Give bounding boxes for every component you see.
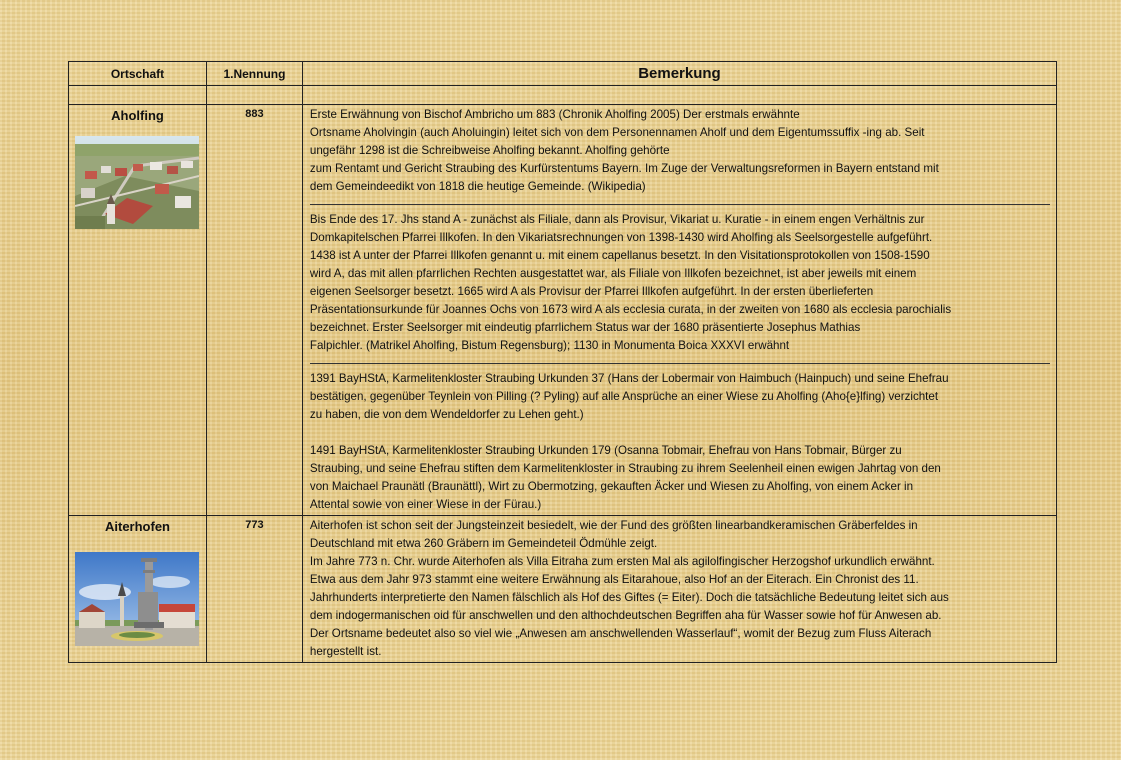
remark-line: 1438 ist A unter der Pfarrei Illkofen genannt u. mit einem capellanus besetzt. In den Visitationsprotokollen von 1508-1590	[309, 249, 930, 262]
remark-line: Attental sowie von einer Wiese in der Fürau.)	[309, 498, 542, 511]
header-row	[69, 62, 1057, 86]
remark-line: Jahrhunderts interpretierte den Namen fälschlich als Hof des Giftes (= Eiter). Doch die tatsächliche Bedeutung leitet sich aus	[309, 591, 949, 604]
remark-line: Deutschland mit etwa 260 Gräbern im Gemeindeteil Ödmühle zeigt.	[309, 537, 658, 550]
church-tower-photo-icon	[75, 552, 199, 646]
place-name: Aiterhofen	[104, 519, 170, 534]
place-cell	[69, 105, 207, 516]
remark-line: dem Gemeindeedikt von 1818 die heutige Gemeinde. (Wikipedia)	[309, 180, 646, 193]
empty-cell	[302, 86, 1056, 105]
section-divider	[310, 363, 1050, 364]
remark-line: bezeichnet. Erster Seelsorger mit eindeutig pfarrlichem Status war der 1680 präsentierte Josephus Mathias	[309, 321, 861, 334]
remark-line: Domkapitelschen Pfarrei Illkofen. In den Vikariatsrechnungen von 1398-1430 wird Aholfing als Seelsorgestelle aufgeführt.	[309, 231, 933, 244]
village-aerial-photo-icon	[75, 136, 199, 229]
remark-line: 1391 BayHStA, Karmelitenkloster Straubing Urkunden 37 (Hans der Lobermair von Haimbuch (Hainpuch) und seine Ehefrau	[309, 372, 949, 385]
remark-line: Aiterhofen ist schon seit der Jungsteinzeit besiedelt, wie der Fund des größten linearbandkeramischen Gräberfeldes in	[309, 519, 918, 532]
place-cell	[69, 516, 207, 663]
remark-line: 1491 BayHStA, Karmelitenkloster Straubing Urkunden 179 (Osanna Tobmair, Ehefrau von Hans Tobmair, Bürger zu	[309, 444, 902, 457]
remark-line: Erste Erwähnung von Bischof Ambricho um 883 (Chronik Aholfing 2005) Der erstmals erwähnte	[309, 108, 800, 121]
remark-line: Falpichler. (Matrikel Aholfing, Bistum Regensburg); 1130 in Monumenta Boica XXXVI erwähnt	[309, 339, 790, 352]
empty-cell	[206, 86, 302, 105]
remark-line: Der Ortsname bedeutet also so viel wie „Anwesen am anschwellenden Wasserlauf“, womit der Bezug zum Fluss Aiterach	[309, 627, 932, 640]
header-ortschaft: Ortschaft	[69, 62, 207, 86]
header-bemerkung: Bemerkung	[302, 62, 1056, 86]
remark-line: Präsentationsurkunde für Joannes Ochs von 1673 wird A als ecclesia curata, in der zweiten von 1680 als ecclesia parochialis	[309, 303, 952, 316]
remark-line: ungefähr 1298 ist die Schreibweise Aholfing bekannt. Aholfing gehörte	[309, 144, 670, 157]
year-cell: 773	[206, 516, 302, 663]
remark-cell	[302, 516, 1056, 663]
section-divider	[310, 204, 1050, 205]
header-nennung: 1.Nennung	[206, 62, 302, 86]
remark-line: Straubing, und seine Ehefrau stiften dem Karmelitenkloster in Straubing zu ihrem Seelenheil einen ewigen Jahrtag von den	[309, 462, 941, 475]
remark-line: wird A, das mit allen pfarrlichen Rechten ausgestattet war, als Filiale von Illkofen bezeichnet, ist aber jeweils mit einem	[309, 267, 917, 280]
remark-line: hergestellt ist.	[309, 645, 382, 658]
place-name: Aholfing	[111, 108, 164, 123]
remark-line: Bis Ende des 17. Jhs stand A - zunächst als Filiale, dann als Provisur, Vikariat u. Kuratie - in einem engen Verhältnis zur	[309, 213, 925, 226]
remark-line: zu haben, die von dem Wendeldorfer zu Lehen geht.)	[309, 408, 584, 421]
empty-row	[69, 86, 1057, 105]
remark-line: dem indogermanischen oid für anschwellen und den althochdeutschen Begriffen aha für Wasser sowie hof für Anwesen ab.	[309, 609, 942, 622]
remark-line: zum Rentamt und Gericht Straubing des Kurfürstentums Bayern. Im Zuge der Verwaltungsreformen in Bayern entstand mit	[309, 162, 939, 175]
table-row	[69, 105, 1057, 516]
remark-line: bestätigen, gegenüber Teynlein von Pilling (? Pyling) auf alle Ansprüche an einer Wiese zu Aholfing (Aho{e}lfing) verzichtet	[309, 390, 939, 403]
places-table	[68, 61, 1057, 663]
paragraph-gap	[310, 424, 1050, 442]
year-cell: 883	[206, 105, 302, 516]
remark-line: eigenen Seelsorger besetzt. 1665 wird A als Provisur der Pfarrei Illkofen aufgeführt. In der ersten überlieferten	[309, 285, 874, 298]
remark-line: Ortsname Aholvingin (auch Aholuingin) leitet sich von dem Personennamen Aholf und dem Eigentumssuffix -ing ab. Seit	[309, 126, 925, 139]
remark-line: von Maichael Praunätl (Braunättl), Wirt zu Obermotzing, gekauften Äcker und Wiesen zu Aholfing, von einem Acker in	[309, 480, 914, 493]
remark-line: Etwa aus dem Jahr 973 stammt eine weitere Erwähnung als Eitarahoue, also Hof an der Eiterach. Ein Chronist des 11.	[309, 573, 919, 586]
remark-cell	[302, 105, 1056, 516]
remark-line: Im Jahre 773 n. Chr. wurde Aiterhofen als Villa Eitraha zum ersten Mal als agilolfingischer Herzogshof urkundlich erwähnt.	[309, 555, 935, 568]
table-row	[69, 516, 1057, 663]
empty-cell	[69, 86, 207, 105]
